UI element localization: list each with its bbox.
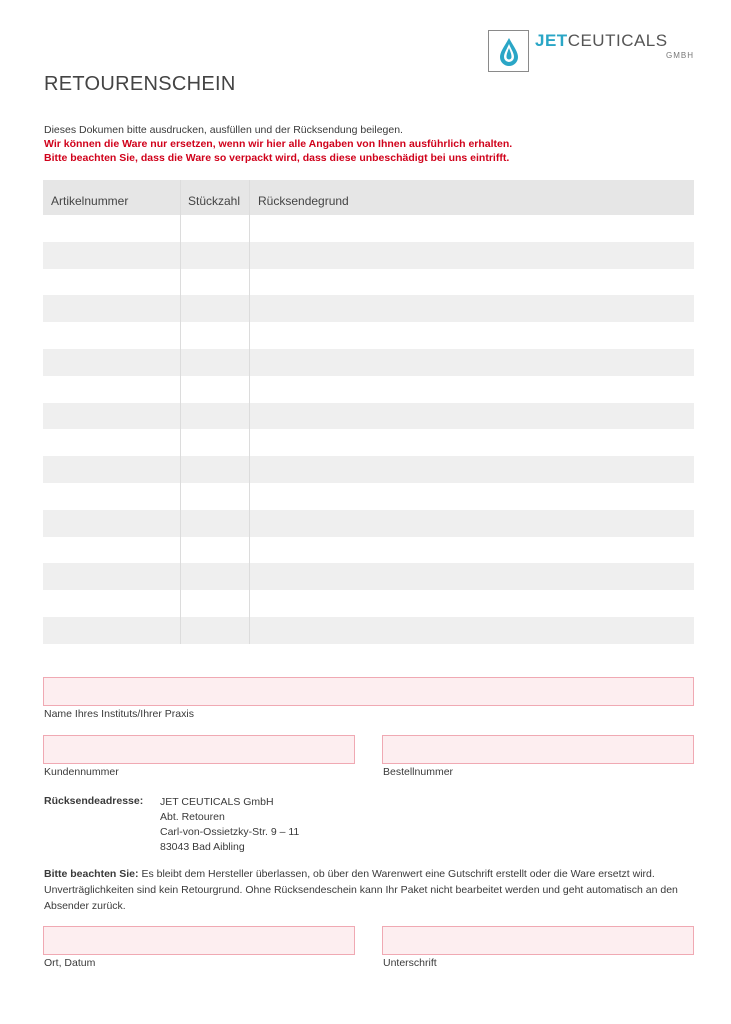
address-line: Carl-von-Ossietzky-Str. 9 – 11 [160, 826, 300, 838]
company-logo [488, 30, 694, 72]
return-reason-cell[interactable] [250, 403, 694, 430]
return-reason-cell[interactable] [250, 322, 694, 349]
notice-text: Es bleibt dem Hersteller überlassen, ob über den Warenwert eine Gutschrift erstellt oder die Ware ersetzt wird. Unverträglichkeiten sind kein Retourgrund. Ohne Rücksendeschein kann Ihr Paket nicht bearbeitet werden und geht automatisch an den Absender zurück. [44, 868, 678, 912]
table-row [43, 510, 694, 537]
return-reason-cell[interactable] [250, 376, 694, 403]
quantity-cell[interactable] [181, 510, 250, 537]
return-reason-cell[interactable] [250, 590, 694, 617]
quantity-cell[interactable] [181, 349, 250, 376]
table-row [43, 429, 694, 456]
place-date-field[interactable] [43, 926, 355, 955]
article-number-cell[interactable] [43, 590, 181, 617]
logo-frame [488, 30, 529, 72]
return-reason-cell[interactable] [250, 510, 694, 537]
return-address-label: Rücksendeadresse: [44, 795, 144, 807]
article-number-cell[interactable] [43, 537, 181, 564]
intro-warning-1: Wir können die Ware nur ersetzen, wenn wir hier alle Angaben von Ihnen ausführlich erhalten. [44, 138, 513, 150]
table-row [43, 403, 694, 430]
address-line: 83043 Bad Aibling [160, 841, 245, 853]
quantity-cell[interactable] [181, 403, 250, 430]
table-row [43, 215, 694, 242]
quantity-cell[interactable] [181, 215, 250, 242]
table-header [43, 180, 694, 215]
page-title: RETOURENSCHEIN [44, 73, 236, 95]
return-reason-cell[interactable] [250, 563, 694, 590]
order-number-field[interactable] [382, 735, 694, 764]
article-number-cell[interactable] [43, 456, 181, 483]
intro-text [44, 123, 704, 165]
return-reason-cell[interactable] [250, 537, 694, 564]
quantity-cell[interactable] [181, 269, 250, 296]
article-number-cell[interactable] [43, 510, 181, 537]
return-address [160, 795, 299, 855]
return-items-table [43, 180, 694, 643]
quantity-cell[interactable] [181, 376, 250, 403]
article-number-cell[interactable] [43, 563, 181, 590]
return-reason-cell[interactable] [250, 269, 694, 296]
article-number-cell[interactable] [43, 429, 181, 456]
article-number-cell[interactable] [43, 617, 181, 644]
address-line: JET CEUTICALS GmbH [160, 796, 274, 808]
signature-field[interactable] [382, 926, 694, 955]
table-row [43, 242, 694, 269]
order-number-label: Bestellnummer [383, 766, 454, 778]
table-row [43, 537, 694, 564]
return-reason-cell[interactable] [250, 242, 694, 269]
table-body [43, 215, 694, 644]
table-row [43, 590, 694, 617]
column-header-article-number: Artikelnummer [43, 180, 181, 215]
quantity-cell[interactable] [181, 563, 250, 590]
column-header-quantity: Stückzahl [181, 180, 250, 215]
logo-wordmark [535, 31, 668, 51]
intro-line-1: Dieses Dokumen bitte ausdrucken, ausfüllen und der Rücksendung beilegen. [44, 124, 403, 136]
institute-name-field[interactable] [43, 677, 694, 706]
table-row [43, 295, 694, 322]
article-number-cell[interactable] [43, 483, 181, 510]
notice-paragraph [44, 866, 694, 914]
signature-label: Unterschrift [383, 957, 437, 969]
quantity-cell[interactable] [181, 242, 250, 269]
article-number-cell[interactable] [43, 403, 181, 430]
article-number-cell[interactable] [43, 269, 181, 296]
address-line: Abt. Retouren [160, 811, 225, 823]
quantity-cell[interactable] [181, 617, 250, 644]
drop-logo-icon [498, 37, 520, 67]
table-row [43, 322, 694, 349]
logo-suffix: GMBH [666, 51, 694, 60]
table-row [43, 617, 694, 644]
article-number-cell[interactable] [43, 242, 181, 269]
quantity-cell[interactable] [181, 295, 250, 322]
column-header-return-reason: Rücksendegrund [258, 194, 349, 208]
place-date-label: Ort, Datum [44, 957, 96, 969]
article-number-cell[interactable] [43, 349, 181, 376]
article-number-cell[interactable] [43, 295, 181, 322]
return-reason-cell[interactable] [250, 429, 694, 456]
customer-number-label: Kundennummer [44, 766, 119, 778]
quantity-cell[interactable] [181, 537, 250, 564]
article-number-cell[interactable] [43, 215, 181, 242]
quantity-cell[interactable] [181, 429, 250, 456]
table-row [43, 376, 694, 403]
return-reason-cell[interactable] [250, 215, 694, 242]
return-reason-cell[interactable] [250, 295, 694, 322]
quantity-cell[interactable] [181, 322, 250, 349]
article-number-cell[interactable] [43, 322, 181, 349]
table-row [43, 483, 694, 510]
article-number-cell[interactable] [43, 376, 181, 403]
customer-number-field[interactable] [43, 735, 355, 764]
quantity-cell[interactable] [181, 590, 250, 617]
return-reason-cell[interactable] [250, 483, 694, 510]
table-row [43, 456, 694, 483]
return-reason-cell[interactable] [250, 617, 694, 644]
return-reason-cell[interactable] [250, 456, 694, 483]
quantity-cell[interactable] [181, 456, 250, 483]
return-reason-cell[interactable] [250, 349, 694, 376]
table-row [43, 563, 694, 590]
institute-name-label: Name Ihres Instituts/Ihrer Praxis [44, 708, 194, 720]
table-row [43, 349, 694, 376]
logo-brand-rest: CEUTICALS [567, 31, 668, 50]
notice-label: Bitte beachten Sie: [44, 868, 139, 880]
logo-brand-accent: JET [535, 31, 568, 50]
intro-warning-2: Bitte beachten Sie, dass die Ware so verpackt wird, dass diese unbeschädigt bei uns eintrifft. [44, 152, 510, 164]
quantity-cell[interactable] [181, 483, 250, 510]
table-row [43, 269, 694, 296]
